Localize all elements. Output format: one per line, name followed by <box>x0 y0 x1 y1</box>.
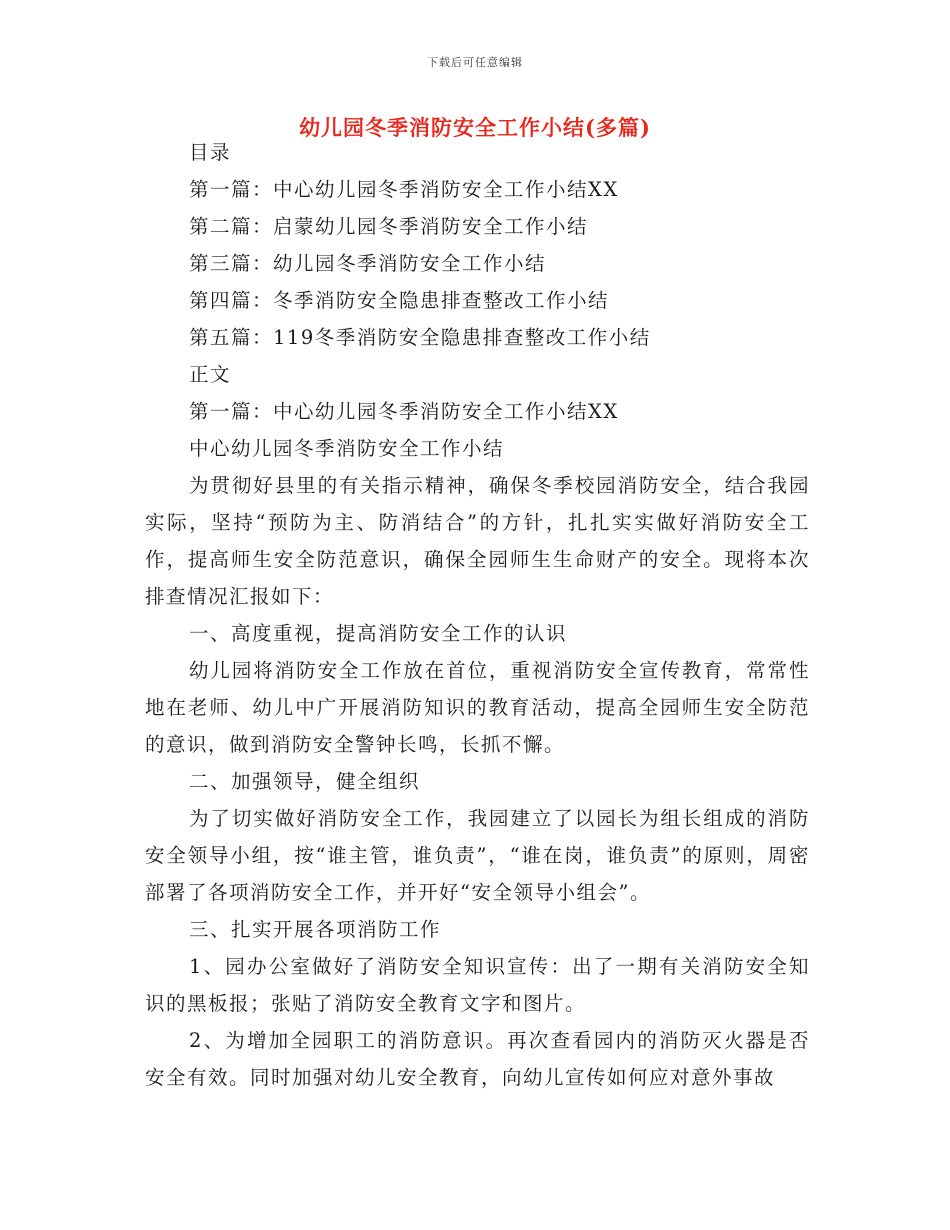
toc-item-2: 第二篇：启蒙幼儿园冬季消防安全工作小结 <box>189 215 589 238</box>
section3-heading: 三、扎实开展各项消防工作 <box>189 918 442 941</box>
item1-paragraph: 1、园办公室做好了消防安全知识宣传：出了一期有关消防安全知识的黑板报；张贴了消防安全教育文字和图片。 <box>145 955 810 1015</box>
toc-item-3: 第三篇：幼儿园冬季消防安全工作小结 <box>189 252 547 275</box>
toc-item-1: 第一篇：中心幼儿园冬季消防安全工作小结XX <box>189 178 619 201</box>
section2-paragraph: 为了切实做好消防安全工作，我园建立了以园长为组长组成的消防安全领导小组，按“谁主管，谁负责”，“谁在岗，谁负责”的原则，周密部署了各项消防安全工作，并开好“安全领导小组会”。 <box>145 807 810 904</box>
toc-item-4: 第四篇：冬季消防安全隐患排查整改工作小结 <box>189 289 610 312</box>
toc-heading: 目录 <box>189 141 232 164</box>
section1-heading: 一、高度重视，提高消防安全工作的认识 <box>189 622 568 645</box>
item2-paragraph: 2、为增加全园职工的消防意识。再次查看园内的消防灭火器是否安全有效。同时加强对幼儿安全教育，向幼儿宣传如何应对意外事故 <box>145 1029 810 1089</box>
download-note: 下载后可任意编辑 <box>427 56 523 69</box>
section1-paragraph: 幼儿园将消防安全工作放在首位，重视消防安全宣传教育，常常性地在老师、幼儿中广开展消防知识的教育活动，提高全园师生安全防范的意识，做到消防安全警钟长鸣，长抓不懈。 <box>145 659 810 756</box>
document-title: 幼儿园冬季消防安全工作小结(多篇) <box>299 115 651 140</box>
section2-heading: 二、加强领导，健全组织 <box>189 770 421 793</box>
body-heading: 正文 <box>189 363 232 386</box>
part-title: 第一篇：中心幼儿园冬季消防安全工作小结XX <box>189 400 619 423</box>
toc-item-5: 第五篇：119冬季消防安全隐患排查整改工作小结 <box>189 326 651 349</box>
intro-paragraph: 为贯彻好县里的有关指示精神，确保冬季校园消防安全，结合我园实际，坚持“预防为主、防消结合”的方针，扎扎实实做好消防安全工作，提高师生安全防范意识，确保全园师生生命财产的安全。现将本次排查情况汇报如下： <box>145 474 810 608</box>
document-body <box>145 134 810 1096</box>
part-subtitle: 中心幼儿园冬季消防安全工作小结 <box>189 437 505 460</box>
